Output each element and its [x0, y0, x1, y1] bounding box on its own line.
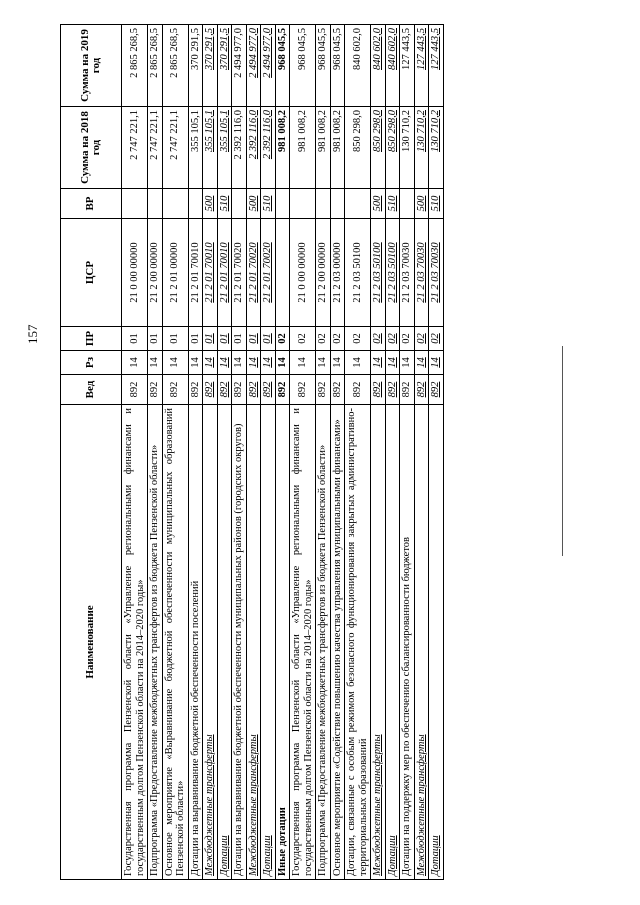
table-cell-ved: 892	[345, 375, 371, 405]
table-cell-2018: 2 392 116,0	[261, 107, 276, 189]
table-cell-vr	[148, 189, 163, 219]
table-cell-pr: 02	[385, 327, 400, 351]
table-cell-2018: 355 105,1	[217, 107, 232, 189]
table-cell-vr	[162, 189, 188, 219]
table-cell-vr: 510	[261, 189, 276, 219]
table-cell-rz: 14	[162, 351, 188, 375]
table-cell-vr	[188, 189, 203, 219]
table-row	[246, 25, 261, 880]
header-name: Наименование	[61, 405, 122, 880]
table-cell-csr: 21 2 03 50100	[345, 219, 371, 327]
table-cell-pr: 01	[203, 327, 218, 351]
table-cell-name: Дотации	[261, 405, 276, 880]
table-cell-csr: 21 2 01 70010	[203, 219, 218, 327]
table-cell-ved: 892	[232, 375, 247, 405]
table-cell-ved: 892	[330, 375, 345, 405]
table-cell-ved: 892	[414, 375, 429, 405]
table-cell-pr: 02	[275, 327, 290, 351]
table-cell-ved: 892	[203, 375, 218, 405]
margin-rule	[562, 346, 563, 556]
table-cell-pr: 02	[414, 327, 429, 351]
table-cell-ved: 892	[148, 375, 163, 405]
table-cell-vr: 510	[429, 189, 444, 219]
table-row	[217, 25, 232, 880]
table-cell-ved: 892	[400, 375, 415, 405]
budget-table	[60, 24, 444, 880]
table-cell-pr: 01	[162, 327, 188, 351]
page-number: 157	[25, 324, 40, 344]
table-header-row	[61, 25, 122, 880]
table-cell-csr: 21 2 00 00000	[316, 219, 331, 327]
table-cell-name: Межбюджетные трансферты	[246, 405, 261, 880]
table-cell-rz: 14	[429, 351, 444, 375]
table-cell-rz: 14	[275, 351, 290, 375]
table-cell-ved: 892	[188, 375, 203, 405]
table-cell-pr: 01	[217, 327, 232, 351]
table-cell-2019: 968 045,5	[330, 25, 345, 107]
table-cell-2019: 127 443,5	[400, 25, 415, 107]
table-cell-2018: 981 008,2	[275, 107, 290, 189]
table-cell-2018: 2 747 221,1	[162, 107, 188, 189]
table-cell-pr: 01	[246, 327, 261, 351]
table-cell-name: Межбюджетные трансферты	[371, 405, 386, 880]
table-cell-rz: 14	[217, 351, 232, 375]
table-cell-name: Дотации	[385, 405, 400, 880]
table-cell-vr: 500	[414, 189, 429, 219]
header-rz: Рз	[61, 351, 122, 375]
table-cell-csr: 21 2 01 70020	[261, 219, 276, 327]
table-cell-name: Межбюджетные трансферты	[203, 405, 218, 880]
table-cell-name: Дотации на выравнивание бюджетной обеспеченности муниципальных районов (городских округов)	[232, 405, 247, 880]
table-cell-ved: 892	[371, 375, 386, 405]
table-cell-vr: 500	[371, 189, 386, 219]
table-cell-rz: 14	[203, 351, 218, 375]
table-cell-vr: 510	[385, 189, 400, 219]
header-ved: Вед	[61, 375, 122, 405]
table-cell-2019: 370 291,5	[203, 25, 218, 107]
table-cell-2018: 130 710,2	[414, 107, 429, 189]
table-cell-vr	[275, 189, 290, 219]
table-row	[261, 25, 276, 880]
table-row	[275, 25, 290, 880]
header-2019: Сумма на 2019 год	[61, 25, 122, 107]
table-cell-name: Государственная программа Пензенской области «Управление региональными финансами и государственным долгом Пензенской области на 2014–2020 годы»	[122, 405, 148, 880]
table-cell-ved: 892	[217, 375, 232, 405]
table-cell-csr: 21 0 00 00000	[122, 219, 148, 327]
table-cell-csr: 21 2 03 70030	[429, 219, 444, 327]
table-cell-pr: 02	[345, 327, 371, 351]
table-cell-rz: 14	[122, 351, 148, 375]
table-cell-csr: 21 2 01 70020	[246, 219, 261, 327]
table-cell-2019: 2 494 977,0	[246, 25, 261, 107]
table-cell-ved: 892	[246, 375, 261, 405]
table-row	[122, 25, 148, 880]
table-cell-rz: 14	[371, 351, 386, 375]
table-cell-2019: 968 045,5	[316, 25, 331, 107]
table-cell-csr	[275, 219, 290, 327]
rotated-table-container	[60, 25, 560, 880]
table-cell-2018: 2 392 116,0	[246, 107, 261, 189]
table-cell-rz: 14	[188, 351, 203, 375]
table-row	[290, 25, 316, 880]
table-cell-csr: 21 2 03 70030	[414, 219, 429, 327]
table-row	[345, 25, 371, 880]
table-cell-2019: 127 443,5	[414, 25, 429, 107]
table-cell-csr: 21 2 03 50100	[371, 219, 386, 327]
table-cell-csr: 21 2 00 00000	[148, 219, 163, 327]
table-cell-pr: 01	[188, 327, 203, 351]
table-cell-2019: 840 602,0	[371, 25, 386, 107]
table-cell-vr	[122, 189, 148, 219]
table-body	[122, 25, 444, 880]
table-row	[203, 25, 218, 880]
table-cell-vr	[400, 189, 415, 219]
table-cell-name: Дотации	[217, 405, 232, 880]
table-cell-pr: 01	[148, 327, 163, 351]
table-cell-csr: 21 2 03 00000	[330, 219, 345, 327]
table-cell-pr: 01	[232, 327, 247, 351]
table-cell-pr: 02	[429, 327, 444, 351]
table-cell-vr	[232, 189, 247, 219]
table-cell-name: Дотации, связанные с особым режимом безопасного функционирования закрытых административно-территориальных образований	[345, 405, 371, 880]
table-cell-name: Межбюджетные трансферты	[414, 405, 429, 880]
table-cell-2018: 981 008,2	[290, 107, 316, 189]
table-cell-2018: 2 392 116,0	[232, 107, 247, 189]
table-cell-rz: 14	[316, 351, 331, 375]
table-cell-csr: 21 2 03 50100	[385, 219, 400, 327]
table-cell-2019: 370 291,5	[217, 25, 232, 107]
header-csr: ЦСР	[61, 219, 122, 327]
table-cell-vr	[330, 189, 345, 219]
table-cell-2019: 2 865 268,5	[148, 25, 163, 107]
table-cell-ved: 892	[316, 375, 331, 405]
table-cell-2018: 981 008,2	[330, 107, 345, 189]
table-cell-rz: 14	[148, 351, 163, 375]
table-cell-ved: 892	[429, 375, 444, 405]
table-cell-rz: 14	[385, 351, 400, 375]
table-cell-2018: 130 710,2	[429, 107, 444, 189]
table-row	[188, 25, 203, 880]
table-cell-2018: 850 298,0	[385, 107, 400, 189]
table-cell-vr: 500	[203, 189, 218, 219]
table-cell-vr	[290, 189, 316, 219]
table-cell-rz: 14	[261, 351, 276, 375]
table-cell-pr: 02	[330, 327, 345, 351]
table-cell-ved: 892	[122, 375, 148, 405]
table-cell-2019: 2 494 977,0	[261, 25, 276, 107]
table-cell-ved: 892	[261, 375, 276, 405]
table-cell-ved: 892	[385, 375, 400, 405]
table-cell-2018: 2 747 221,1	[122, 107, 148, 189]
table-cell-rz: 14	[290, 351, 316, 375]
table-cell-pr: 02	[316, 327, 331, 351]
table-cell-2018: 2 747 221,1	[148, 107, 163, 189]
table-cell-pr: 02	[400, 327, 415, 351]
table-cell-2019: 840 602,0	[345, 25, 371, 107]
table-cell-name: Дотации	[429, 405, 444, 880]
table-cell-ved: 892	[275, 375, 290, 405]
table-row	[429, 25, 444, 880]
table-row	[330, 25, 345, 880]
table-cell-vr: 510	[217, 189, 232, 219]
table-cell-2018: 981 008,2	[316, 107, 331, 189]
table-row	[232, 25, 247, 880]
table-cell-name: Иные дотации	[275, 405, 290, 880]
table-cell-name: Основное мероприятие «Выравнивание бюджетной обеспеченности муниципальных образований Пензенской области»	[162, 405, 188, 880]
table-cell-csr: 21 2 01 70020	[232, 219, 247, 327]
table-cell-2019: 2 865 268,5	[122, 25, 148, 107]
table-cell-pr: 02	[371, 327, 386, 351]
table-cell-rz: 14	[414, 351, 429, 375]
table-cell-2019: 968 045,5	[290, 25, 316, 107]
table-cell-csr: 21 2 03 70030	[400, 219, 415, 327]
table-cell-2019: 127 443,5	[429, 25, 444, 107]
table-cell-name: Государственная программа Пензенской области «Управление региональными финансами и государственным долгом Пензенской области на 2014–2020 годы»	[290, 405, 316, 880]
table-cell-rz: 14	[345, 351, 371, 375]
table-cell-rz: 14	[330, 351, 345, 375]
table-cell-ved: 892	[162, 375, 188, 405]
table-cell-csr: 21 0 00 00000	[290, 219, 316, 327]
table-cell-2018: 850 298,0	[371, 107, 386, 189]
table-cell-2019: 370 291,5	[188, 25, 203, 107]
table-row	[162, 25, 188, 880]
table-cell-2018: 130 710,2	[400, 107, 415, 189]
table-cell-2019: 840 602,0	[385, 25, 400, 107]
header-pr: ПР	[61, 327, 122, 351]
table-row	[414, 25, 429, 880]
table-cell-csr: 21 2 01 70010	[217, 219, 232, 327]
table-cell-2018: 355 105,1	[188, 107, 203, 189]
table-cell-name: Подпрограмма «Предоставление межбюджетных трансфертов из бюджета Пензенской области»	[148, 405, 163, 880]
table-cell-2018: 355 105,1	[203, 107, 218, 189]
table-row	[400, 25, 415, 880]
table-cell-2019: 2 494 977,0	[232, 25, 247, 107]
table-cell-pr: 02	[290, 327, 316, 351]
table-cell-name: Основное мероприятие «Содействие повышению качества управления муниципальными финансами»	[330, 405, 345, 880]
table-cell-2019: 968 045,5	[275, 25, 290, 107]
table-cell-vr: 500	[246, 189, 261, 219]
table-cell-csr: 21 2 01 70010	[188, 219, 203, 327]
table-row	[371, 25, 386, 880]
header-vr: ВР	[61, 189, 122, 219]
table-cell-2019: 2 865 268,5	[162, 25, 188, 107]
header-2018: Сумма на 2018 год	[61, 107, 122, 189]
table-row	[148, 25, 163, 880]
table-row	[385, 25, 400, 880]
table-cell-rz: 14	[400, 351, 415, 375]
table-cell-name: Дотации на поддержку мер по обеспечению сбалансированности бюджетов	[400, 405, 415, 880]
table-cell-name: Дотации на выравнивание бюджетной обеспеченности поселений	[188, 405, 203, 880]
table-cell-pr: 01	[122, 327, 148, 351]
table-cell-rz: 14	[246, 351, 261, 375]
table-cell-vr	[345, 189, 371, 219]
table-cell-pr: 01	[261, 327, 276, 351]
table-cell-csr: 21 2 01 00000	[162, 219, 188, 327]
table-cell-2018: 850 298,0	[345, 107, 371, 189]
table-cell-name: Подпрограмма «Предоставление межбюджетных трансфертов из бюджета Пензенской области»	[316, 405, 331, 880]
table-cell-ved: 892	[290, 375, 316, 405]
table-cell-vr	[316, 189, 331, 219]
table-row	[316, 25, 331, 880]
table-cell-rz: 14	[232, 351, 247, 375]
